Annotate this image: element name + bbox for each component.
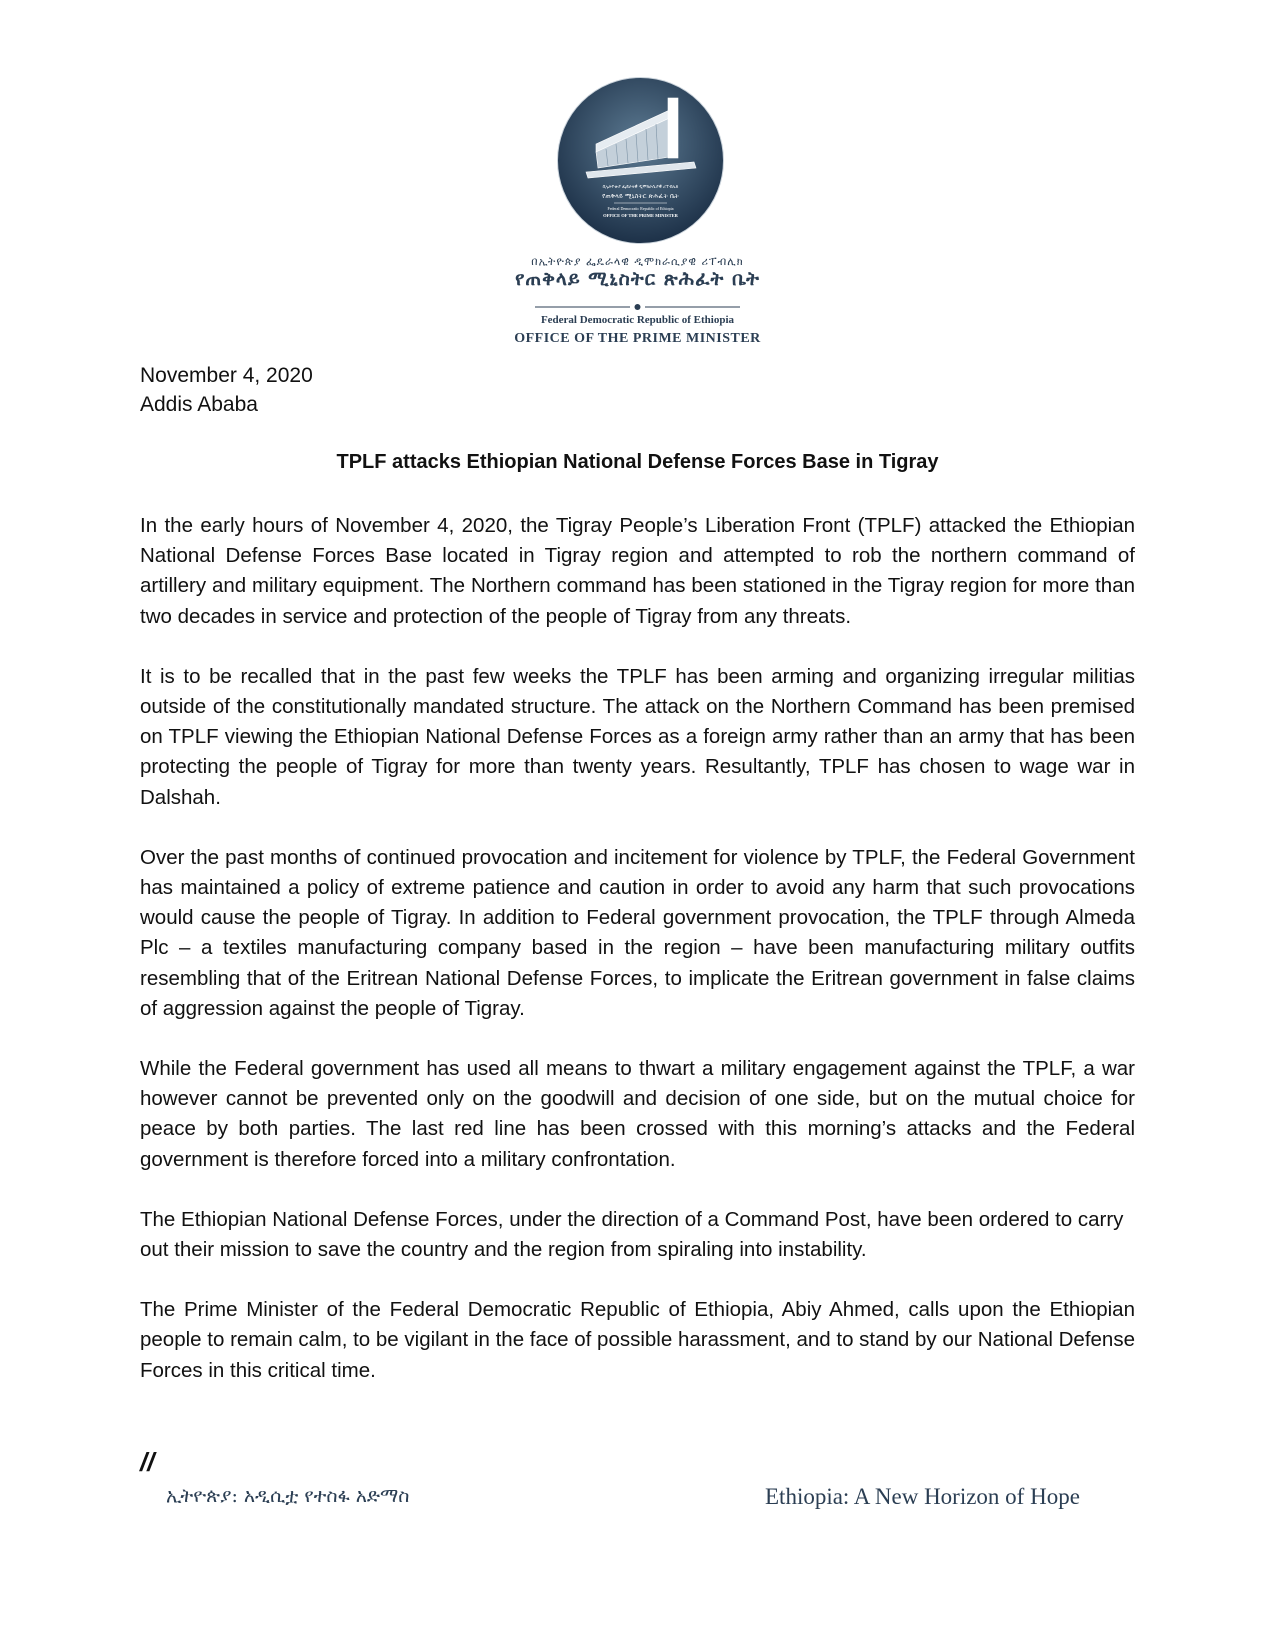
paragraph: Over the past months of continued provocation and incitement for violence by TPLF, the Federal Government has maintained a policy of extreme patience and caution in order to avoid any harm that such provocations would cause the people of Tigray. In addition to Federal government provocation, the TPLF through Almeda Plc – a textiles manufacturing company based in the region – have been manufacturing military outfits resembling that of the Eritrean National Defense Forces, to implicate the Eritrean government in false claims of aggression against the people of Tigray. (140, 845, 1135, 1020)
footer-amharic-motto: ኢትዮጵያ: አዲሲቷ የተስፋ አድማስ (166, 1485, 410, 1507)
press-release-body (140, 511, 1135, 1416)
dateline (140, 361, 313, 419)
paragraph: The Prime Minister of the Federal Democratic Republic of Ethiopia, Abiy Ahmed, calls upon the Ethiopian people to remain calm, to be vigilant in the face of possible harassment, and to stand by our National Defense Forces in this critical time. (140, 1298, 1135, 1382)
press-release-headline: TPLF attacks Ethiopian National Defense Forces Base in Tigray (336, 451, 939, 473)
office-seal-logo (556, 76, 725, 245)
seal-text-3: Federal Democratic Republic of Ethiopia (607, 206, 674, 211)
paragraph: In the early hours of November 4, 2020, the Tigray People’s Liberation Front (TPLF) attacked the Ethiopian National Defense Forces Base located in Tigray region and attempted to rob the northern command of artillery and military equipment. The Northern command has been stationed in the Tigray region for more than two decades in service and protection of the people of Tigray from any threats. (140, 514, 1135, 628)
letterhead-amharic-republic: በኢትዮጵያ ፌዴራላዊ ዲሞክራሲያዊ ሪፐብሊክ (531, 255, 744, 268)
seal-text-4: OFFICE OF THE PRIME MINISTER (603, 213, 678, 218)
release-date: November 4, 2020 (140, 364, 313, 387)
letterhead-amharic-office: የጠቅላይ ሚኒስትር ጽሕፈት ቤት (515, 268, 760, 290)
paragraph: It is to be recalled that in the past few weeks the TPLF has been arming and organizing irregular militias outside of the constitutionally mandated structure. The attack on the Northern Command has been premised on TPLF viewing the Ethiopian National Defense Forces as a foreign army rather than an army that has been protecting the people of Tigray for more than twenty years. Resultantly, TPLF has chosen to wage war in Dalshah. (140, 664, 1135, 809)
paragraph: The Ethiopian National Defense Forces, under the direction of a Command Post, have been ordered to carry out their mission to save the country and the region from spiraling into instability. (140, 1207, 1124, 1262)
letterhead-english-republic: Federal Democratic Republic of Ethiopia (540, 314, 735, 326)
paragraph: While the Federal government has used all means to thwart a military engagement against the TPLF, a war however cannot be prevented only on the goodwill and decision of one side, but on the mutual choice for peace by both parties. The last red line has been crossed with this morning’s attacks and the Federal government is therefore forced into a military confrontation. (140, 1057, 1135, 1171)
closing-mark: // (140, 1447, 155, 1477)
letterhead-english-office: OFFICE OF THE PRIME MINISTER (514, 331, 761, 346)
seal-text-2: የጠቅላይ ሚኒስትር ጽሕፈት ቤት (602, 192, 679, 200)
letterhead-divider (535, 300, 740, 312)
release-place: Addis Ababa (140, 393, 258, 416)
footer-english-motto: Ethiopia: A New Horizon of Hope (765, 1484, 1080, 1509)
seal-text-1: በኢትዮጵያ ፌደራላዊ ዲሞክራሲያዊ ሪፐብሊክ (602, 185, 679, 190)
